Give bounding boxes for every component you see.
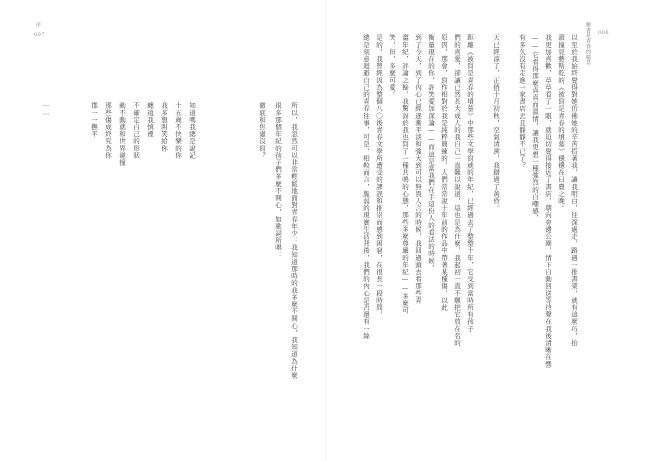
left-text-column-0: 所以，我忽然可以非常輕鬆地面對青春年少：我知道那時的我多麼不開心，我知道為什麼: [290, 102, 298, 379]
right-text-column-15: 是的，我曾經因為整個八〇後青春文學所遭受的謬誤和推崇而感到困窘，在很長一段時間，: [375, 34, 383, 318]
page-gutter: [325, 0, 326, 461]
left-text-column-2: 徹底和焦慮沒寫？: [258, 102, 266, 159]
right-text-column-13: 澀年紀，評論之餘，我驚訝於我也寫了一種共鳴的心態，那些多麼尊嚴的年紀——多麼可: [401, 34, 409, 314]
right-text-column-9: 們的喜愛，卻讓已然長大成人的我自己一直難以說道，這也是為什麼，我起初一直不願把它放在名的: [453, 34, 461, 347]
poem-line-3: 纏遠我慎裡: [146, 102, 154, 138]
poem-line-2: 我多想叫笑給你: [160, 102, 168, 152]
right-text-column-0: 以至於我始終覺得對她仿佛她的辛苦搭著我，讓我明白，往深處走，路過一排書架，就有這麼巧，抬: [570, 34, 578, 347]
poem-line-4: 不確定自己的形狀: [132, 102, 140, 159]
right-text-column-4: 有多久沒有走進一家書店丟且靜靜不已了？: [518, 34, 526, 169]
ellipsis-line: ……: [42, 100, 50, 118]
right-text-column-12: 到了今天，到了內心已經逐漸平淡和強大到可以無畏人言的時候，我回過頭去看那些青: [414, 34, 422, 304]
right-running-head: 臉書是青春的喘息: [585, 22, 591, 66]
left-text-column-1: 很多那個年紀的孩子們多麼不開心，如歌詞所唱：: [274, 102, 282, 259]
right-page-number: 006: [598, 30, 610, 36]
left-page-number: 007: [34, 32, 46, 38]
poem-line-6: 那些傷成終究為你: [104, 102, 112, 159]
right-text-column-8: 距離《被寫是青春的墳墓》中那些文學寫就的年紀，已經過去了整整十年，它受到當時所有孩子: [466, 34, 474, 333]
right-text-column-11: 衡量現在的你，許笑愛加深論——而這是當我們在手這份人的看法的時候，: [427, 34, 435, 272]
right-text-column-6: 天已經涼了，正值十月初秋，空氣清冽，我錯過了黃昏。: [492, 34, 500, 212]
right-text-column-14: 笑，但，多麼可愛。: [388, 34, 396, 98]
poem-line-0: 知道嗎我總是說記: [188, 102, 196, 159]
poem-line-7: 郡一一撫平: [90, 102, 98, 138]
right-text-column-2: 我更加喜歡，草草看了一眼，就迫切覺得接近了書店，朝向旁邊公園，情下自動回送等待聲在我後清晰在響: [544, 34, 552, 368]
right-text-column-10: 原因，那會，寫作相對於我是純粹簡練的，人們常常說十年前的作品中帶著某種傷，以此: [440, 34, 448, 311]
left-running-head: 序: [35, 22, 41, 28]
right-text-column-16: 總是刻意迴避自己的青春往事，可是，相較而言，脆弱的現實生活背後，我們的內心是否還有一絲: [362, 34, 370, 340]
poem-line-1: 十五歲不快樂的你: [174, 102, 182, 159]
poem-line-5: 動不動就和世界碰撞: [118, 102, 126, 166]
right-text-column-3: ——它看得那麼真真而溫情，讓我更想一種強烈的自嘲感，: [531, 34, 539, 222]
right-text-column-1: 頭撞見藝斯乾的《被寫是青春的墳墓》穩穩在日賣之晚。: [557, 34, 565, 212]
